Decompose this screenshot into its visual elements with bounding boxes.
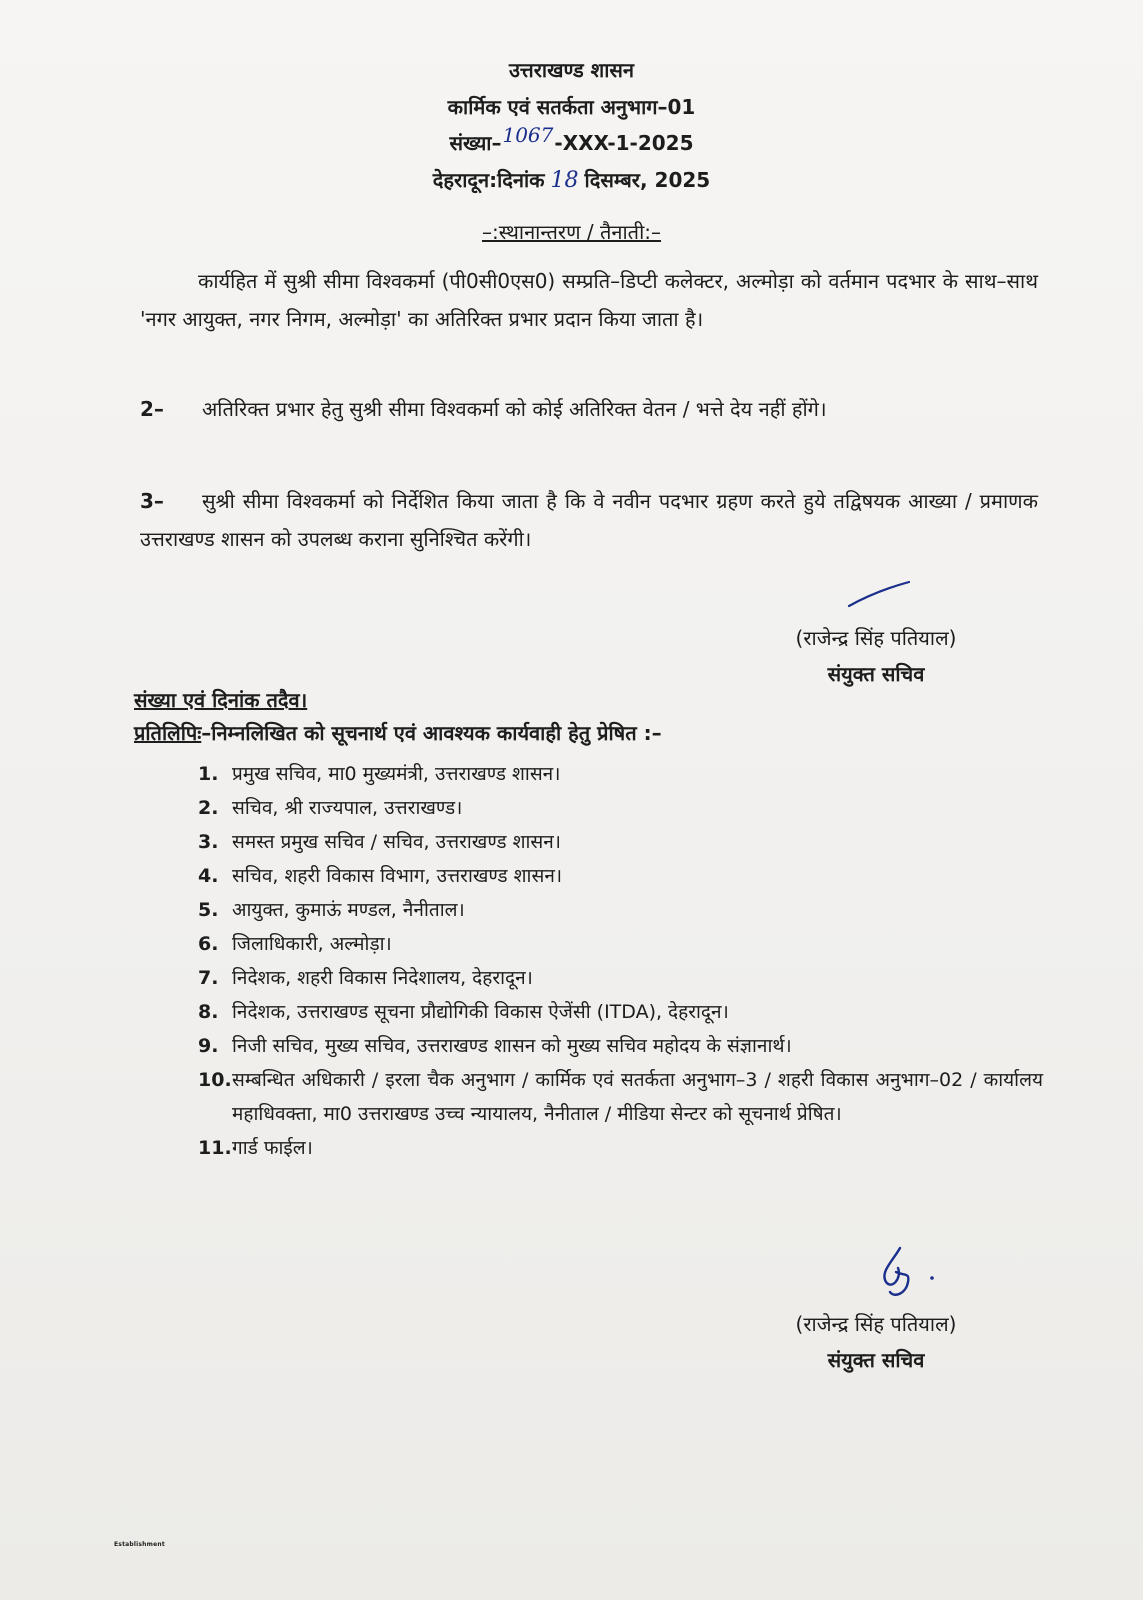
copy-lead-text: –निम्नलिखित को सूचनार्थ एवं आवश्यक कार्यवाही हेतु प्रेषित :– (201, 721, 662, 745)
list-item-number: 4. (198, 865, 219, 887)
list-item-text: जिलाधिकारी, अल्मोड़ा। (232, 933, 392, 955)
handwritten-date: 18 (550, 168, 579, 193)
list-item (198, 757, 1043, 791)
signature-block-2 (746, 1306, 1006, 1378)
list-item-text: प्रमुख सचिव, मा0 मुख्यमंत्री, उत्तराखण्ड शासन। (232, 763, 561, 785)
copy-reference-text: संख्या एवं दिनांक तदैव। (134, 688, 308, 712)
signatory-name: (राजेन्द्र सिंह पतियाल) (795, 1312, 957, 1336)
paragraph-1: कार्यहित में सुश्री सीमा विश्वकर्मा (पी0सी0एस0) सम्प्रति–डिप्टी कलेक्टर, अल्मोड़ा को वर्तमान पदभार के साथ–साथ 'नगर आयुक्त, नगर निगम, अल्मोड़ा' का अतिरिक्त प्रभार प्रदान किया जाता है। (140, 269, 1038, 331)
list-item-number: 7. (198, 967, 219, 989)
list-item (198, 927, 1043, 961)
paragraph-2-number: 2– (140, 397, 164, 421)
list-item-text: निजी सचिव, मुख्य सचिव, उत्तराखण्ड शासन को मुख्य सचिव महोदय के संज्ञानार्थ। (232, 1035, 792, 1057)
signature-initials-2 (872, 1242, 952, 1302)
list-item (198, 1131, 1043, 1165)
paragraph-3-number: 3– (140, 489, 164, 513)
copy-lead (134, 719, 662, 746)
list-item-number: 5. (198, 899, 219, 921)
paragraph-2 (140, 390, 1038, 428)
list-item-text: गार्ड फाईल। (232, 1137, 313, 1159)
paragraph-2-text: अतिरिक्त प्रभार हेतु सुश्री सीमा विश्वकर्मा को कोई अतिरिक्त वेतन / भत्ते देय नहीं होंगे। (202, 397, 827, 421)
list-item-number: 6. (198, 933, 219, 955)
list-item (198, 961, 1043, 995)
list-item-text: समस्त प्रमुख सचिव / सचिव, उत्तराखण्ड शासन। (232, 831, 562, 853)
list-item-number: 2. (198, 797, 219, 819)
copy-lead-label: प्रतिलिपिः (134, 721, 202, 745)
list-item (198, 893, 1043, 927)
establishment-mark: Establishment (114, 1541, 165, 1548)
copy-reference (134, 686, 307, 713)
subject-line (0, 218, 1143, 245)
list-item (198, 1063, 1043, 1131)
order-number-suffix: -XXX-1-2025 (554, 131, 694, 155)
subject-text: –:स्थानान्तरण / तैनाती:– (481, 220, 661, 244)
signatory-designation: संयुक्त सचिव (827, 1348, 925, 1372)
government-title: उत्तराखण्ड शासन (508, 58, 635, 82)
list-item-number: 1. (198, 763, 219, 785)
list-item-number: 9. (198, 1035, 219, 1057)
list-item-number: 10. (198, 1069, 232, 1091)
signature-block-1 (746, 620, 1006, 692)
signature-stroke-1 (845, 580, 915, 610)
date-prefix: देहरादून:दिनांक (432, 168, 545, 192)
list-item (198, 1029, 1043, 1063)
paragraph-3-text: सुश्री सीमा विश्वकर्मा को निर्देशित किया जाता है कि वे नवीन पदभार ग्रहण करते हुये तद्विषयक आख्या / प्रमाणक उत्तराखण्ड शासन को उपलब्ध कराना सुनिश्चित करेंगी। (140, 489, 1038, 551)
list-item (198, 791, 1043, 825)
list-item-text: सम्बन्धित अधिकारी / इरला चैक अनुभाग / कार्मिक एवं सतर्कता अनुभाग–3 / शहरी विकास अनुभाग–02 / कार्यालय महाधिवक्ता, मा0 उत्तराखण्ड उच्च न्यायालय, नैनीताल / मीडिया सेन्टर को सूचनार्थ प्रेषित। (232, 1069, 1043, 1125)
list-item (198, 995, 1043, 1029)
list-item-text: आयुक्त, कुमाऊं मण्डल, नैनीताल। (232, 899, 465, 921)
list-item-text: सचिव, श्री राज्यपाल, उत्तराखण्ड। (232, 797, 463, 819)
order-number-prefix: संख्या– (449, 131, 502, 155)
signatory-name: (राजेन्द्र सिंह पतियाल) (795, 626, 957, 650)
list-item-text: सचिव, शहरी विकास विभाग, उत्तराखण्ड शासन। (232, 865, 563, 887)
list-item-number: 3. (198, 831, 219, 853)
list-item (198, 825, 1043, 859)
list-item-number: 11. (198, 1137, 232, 1159)
order-number (0, 123, 1143, 156)
paragraph-3 (140, 482, 1038, 558)
handwritten-number: 1067 (502, 123, 554, 147)
department-title: कार्मिक एवं सतर्कता अनुभाग–01 (447, 95, 696, 119)
date-suffix: दिसम्बर, 2025 (584, 168, 711, 192)
list-item-text: निदेशक, उत्तराखण्ड सूचना प्रौद्योगिकी विकास ऐजेंसी (ITDA), देहरादून। (232, 1001, 729, 1023)
list-item-text: निदेशक, शहरी विकास निदेशालय, देहरादून। (232, 967, 533, 989)
list-item (198, 859, 1043, 893)
order-date (0, 166, 1143, 193)
list-item-number: 8. (198, 1001, 219, 1023)
signatory-designation: संयुक्त सचिव (827, 662, 925, 686)
distribution-list (198, 757, 1043, 1165)
